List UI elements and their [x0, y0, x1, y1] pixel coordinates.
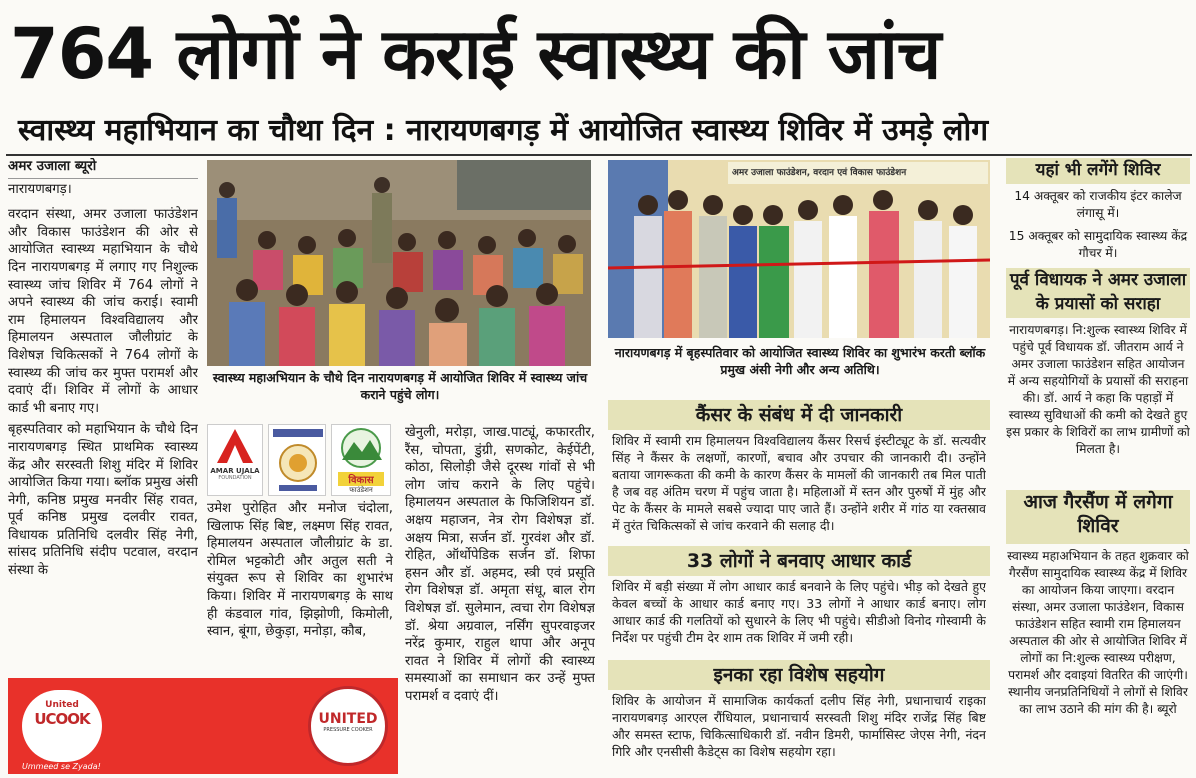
amar-ujala-logo-text: AMAR UJALA [210, 467, 260, 475]
crowd-photo [207, 160, 591, 366]
united-logo-text: UNITED [318, 711, 378, 727]
headline: 764 लोगों ने कराई स्वास्थ्य की जांच [10, 13, 941, 95]
article-column-3 [405, 424, 595, 776]
photo2-banner-text: अमर उजाला फाउंडेशन, वरदान एवं विकास फाउंडेशन [732, 168, 907, 178]
sidebar-heading-gairsain: आज गैरसैंण में लगेगा शिविर [1006, 490, 1190, 544]
section-body-cancer: शिविर में स्वामी राम हिमालयन विश्वविद्यालय कैंसर रिसर्च इंस्टीट्यूट के डॉ. सत्यवीर सिंह ने कैंसर के लक्षणों, कारणों, बचाव और उपचार की जानकारी दी। उन्होंने बताया जागरूकता की कमी के कारण कैंसर के मामलों की जानकारी तब मिल पाती है जब वह अंतिम चरण में पहुंच जाता है। महिलाओं में स्तन और पुरुषों में मुंह और पेट के कैंसर के मामले सबसे ज्यादा पाए जाते हैं। उन्होंने शरीर में गांठ या रक्तस्राव में तुरंत चिकित्सकों से जांच करवाने की सलाह दी। [612, 433, 986, 533]
subheadline: स्वास्थ्य महाभियान का चौथा दिन : नारायणबगड़ में आयोजित स्वास्थ्य शिविर में उमड़े लोग [18, 113, 989, 148]
photo2-caption: नारायणबगड़ में बृहस्पतिवार को आयोजित स्वास्थ्य शिविर का शुभारंभ करती ब्लॉक प्रमुख अंसी नेगी और अन्य अतिथि। [614, 345, 986, 377]
dateline: नारायणबगड़। [8, 181, 72, 197]
vikas-logo-text: विकास [338, 472, 384, 486]
amar-ujala-logo-mark [215, 429, 255, 463]
ucook-brand: UCOOK [34, 710, 90, 728]
byline: अमर उजाला ब्यूरो [8, 158, 97, 174]
amar-ujala-logo [207, 424, 263, 496]
sidebar-body-former-mla: नारायणबगड़। नि:शुल्क स्वास्थ्य शिविर में पहुंचे पूर्व विधायक डॉ. जीतराम आर्य ने अमर उजाला फाउंडेशन सहित आयोजन में अन्य सहयोगियों के प्रयासों की सराहना की। डॉ. आर्य ने कहा कि पहाड़ों में स्वास्थ्य सुविधाओं की कमी को देखते हुए इस प्रकार के शिविरों का लाभ ग्रामीणों को मिलता है। [1006, 323, 1190, 456]
article-paragraph: वरदान संस्था, अमर उजाला फाउंडेशन और विकास फाउंडेशन की ओर से आयोजित स्वास्थ्य महाभियान के चौथे दिन नारायणबगड़ में लगाए गए निशुल्क स्वास्थ्य जांच शिविर में 764 लोगों ने अपने स्वास्थ्य की जांच कराई। स्वामी राम हिमालयन विश्वविद्यालय और हिमालयन अस्पताल जौलीग्रांट के विशेषज्ञ चिकित्सकों ने 764 लोगों के स्वास्थ्य की जांच कर मुफ्त परामर्श और दवाएं दीं। शिविर में लोगों के आधार कार्ड भी बनाए गए। [8, 207, 198, 416]
sidebar-body-gairsain: स्वास्थ्य महाअभियान के तहत शुक्रवार को गैरसैंण सामुदायिक स्वास्थ्य केंद्र में शिविर का आयोजन किया जाएगा। वरदान संस्था, अमर उजाला फाउंडेशन, विकास फाउंडेशन सहित स्वामी राम हिमालयन अस्पताल की ओर से आयोजित शिविर में लोगों का नि:शुल्क स्वास्थ्य परीक्षण, परामर्श और दवाइयां वितरित की जाएंगी। स्थानीय जनप्रतिनिधियों ने लोगों से शिविर का लाभ उठाने की मांग की है। ब्यूरो [1007, 549, 1189, 716]
article-column-2 [207, 500, 393, 676]
sidebar-heading-camps: यहां भी लगेंगे शिविर [1006, 158, 1190, 184]
ribbon-cutting-photo [608, 160, 990, 338]
united-logo-badge [308, 686, 388, 766]
ribbon-cutting-image [608, 160, 990, 338]
university-emblem-icon [269, 425, 327, 497]
united-logo-subtext: PRESSURE COOKER [323, 727, 373, 733]
ucook-badge [22, 690, 102, 762]
article-paragraph: खेनुली, मरोड़ा, जाख.पाट्यूं, कफारतीर, रैंस, चोपता, डुंग्री, सणकोट, केईपेंटी, कोठा, सिलोड़ी जैसे दूरस्थ गांवों से भी लोग जांच कराने के लिए पहुंचे। हिमालयन अस्पताल के फिजिशियन डॉ. अक्षय महाजन, नेत्र रोग विशेषज्ञ डॉ. अक्षय मित्रा, सर्जन डॉ. गुरवंश और डॉ. रोहित, ऑर्थोपेडिक सर्जन डॉ. शिफा हसन और डॉ. अहमद, स्त्री एवं प्रसूति रोग विशेषज्ञ डॉ. अमृता संधू, बाल रोग विशेषज्ञ डॉ. सुलेमान, त्वचा रोग विशेषज्ञ डॉ. श्रेया अग्रवाल, नर्सिंग सुपरवाइजर नरेंद्र कुमार, राहुल थापा और अनूप रावत ने शिविर में लोगों की स्वास्थ्य समस्याओं का समाधान कर उन्हें मुफ्त परामर्श व दवाएं दीं। [405, 425, 595, 704]
sidebar-camp-line-2: 15 अक्तूबर को सामुदायिक स्वास्थ्य केंद्र गौचर में। [1008, 229, 1188, 260]
amar-ujala-logo-subtext: FOUNDATION [218, 475, 252, 481]
mountain-icon [334, 428, 388, 468]
section-body-aadhaar: शिविर में बड़ी संख्या में लोग आधार कार्ड बनवाने के लिए पहुंचे। भीड़ को देखते हुए केवल बच्चों के आधार कार्ड बनाए गए। 33 लोगों ने आधार कार्ड बनाए। लोग आधार कार्ड की गलतियों को सुधारने के लिए भी पहुंचे। सीडीओ विनोद गोस्वामी के निर्देश पर पहुंची टीम देर शाम तक शिविर में जमी रही। [612, 579, 986, 645]
section-heading-cancer: कैंसर के संबंध में दी जानकारी [608, 400, 990, 430]
sidebar-heading-former-mla: पूर्व विधायक ने अमर उजाला के प्रयासों को सराहा [1006, 268, 1190, 318]
photo1-caption: स्वास्थ्य महाअभियान के चौथे दिन नारायणबगड़ में आयोजित शिविर में स्वास्थ्य जांच कराने पहुंचे लोग। [212, 370, 588, 402]
sidebar-camp-line-1: 14 अक्तूबर को राजकीय इंटर कालेज लंगासू में। [1014, 189, 1182, 220]
article-column-1 [8, 158, 198, 674]
ucook-tagline: Ummeed se Zyada! [22, 762, 101, 771]
vikas-logo-subtext: फाउंडेशन [349, 486, 373, 494]
article-paragraph: उमेश पुरोहित और मनोज चंदोला, खिलाफ सिंह बिष्ट, लक्ष्मण सिंह रावत, हिमालयन अस्पताल जौलीग्रांट के डा. रोमिल भट्टकोटी और अतुल सती ने संयुक्त रूप से शिविर का शुभारंभ किया। शिविर में नारायणबगड़ के साथ ही कंडवाल गांव, झिझोणी, किमोली, स्वान, बूंगा, छेकुड़ा, मनोड़ा, कौब, [207, 501, 393, 640]
ucook-advertisement[interactable] [8, 678, 398, 774]
section-heading-support: इनका रहा विशेष सहयोग [608, 660, 990, 690]
ucook-brand-top: United [45, 700, 79, 710]
header-rule [6, 154, 1192, 156]
university-emblem-logo [268, 424, 326, 496]
byline-rule [8, 178, 198, 179]
section-body-support: शिविर के आयोजन में सामाजिक कार्यकर्ता दलीप सिंह नेगी, प्रधानाचार्य राइका नारायणबगड़ आरएल रौंधियाल, प्रधानाचार्य सरस्वती शिशु मंदिर राजेंद्र सिंह बिष्ट और समस्त स्टाफ, चिकित्साधिकारी डॉ. नवीन डिमरी, फार्मासिस्ट जेएस नेगी, नंदन गिरि और एनसीसी कैडेट्स का विशेष सहयोग रहा। [612, 693, 986, 759]
article-paragraph: बृहस्पतिवार को महाभियान के चौथे दिन नारायणबगड़ स्थित प्राथमिक स्वास्थ्य केंद्र और सरस्वती शिशु मंदिर में शिविर आयोजित किया गया। ब्लॉक प्रमुख अंसी नेगी, कनिष्ठ प्रमुख मनवीर सिंह रावत, पूर्व कनिष्ठ प्रमुख दलवीर रावत, विधायक प्रतिनिधि दलवीर सिंह नेगी, सांसद प्रतिनिधि संदीप पटवाल, वरदान संस्था के [8, 422, 198, 579]
section-heading-aadhaar: 33 लोगों ने बनवाए आधार कार्ड [608, 546, 990, 576]
vikas-foundation-logo [331, 424, 391, 496]
crowd-photo-image [207, 160, 591, 366]
